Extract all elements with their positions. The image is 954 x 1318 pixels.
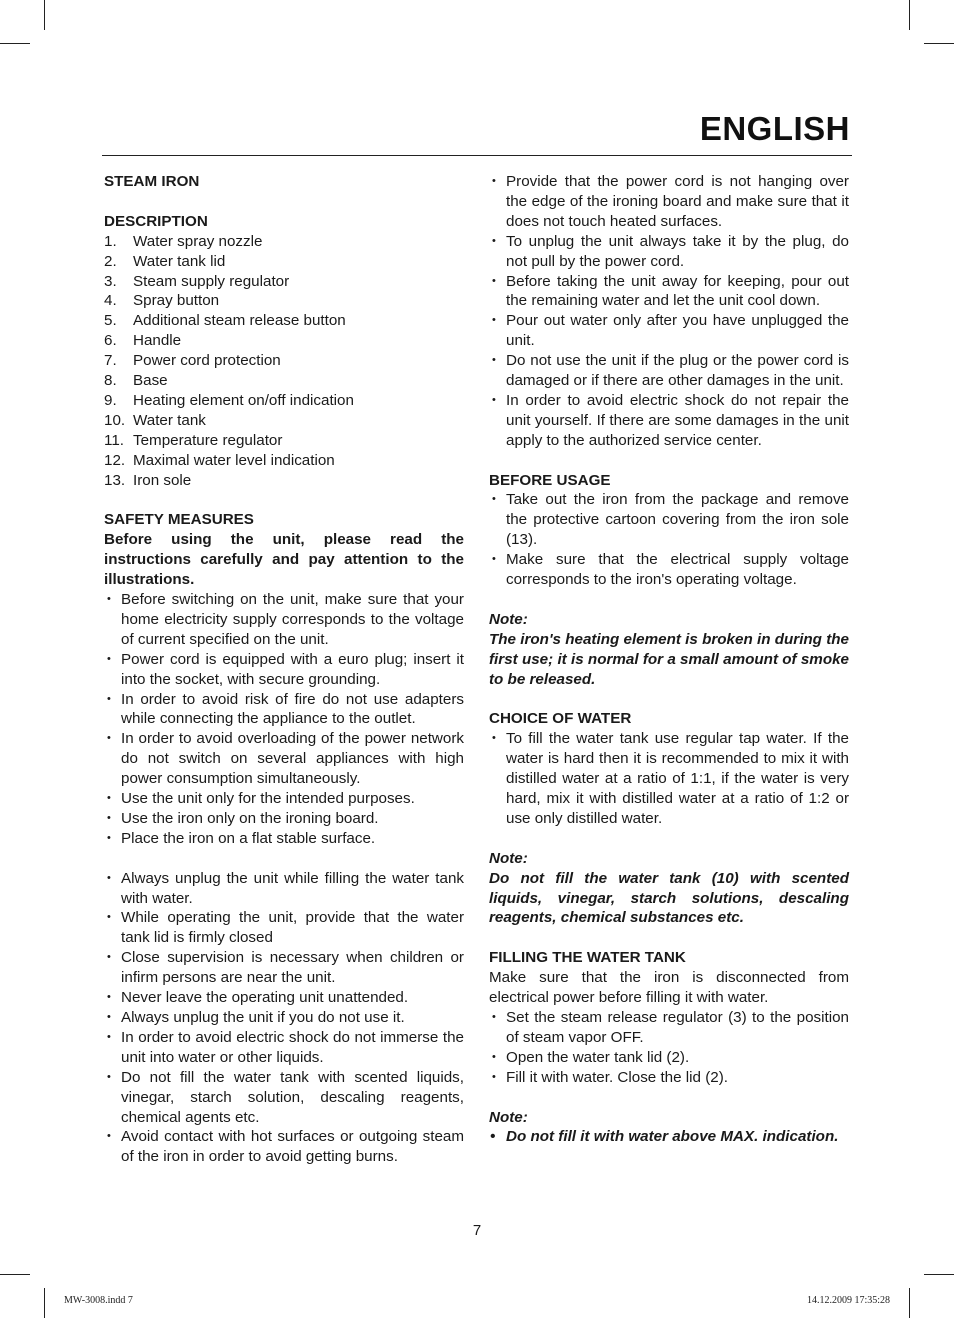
- item-number: 5.: [104, 312, 117, 330]
- note-text: The iron's heating element is broken in during the first use; it is normal for a small amount of smoke to be released.: [489, 630, 849, 688]
- list-item: • In order to avoid electric shock do not immerse the unit into water or other liquids.: [104, 1028, 464, 1068]
- item-number: 10.: [104, 411, 126, 429]
- item-number: 13.: [104, 471, 126, 489]
- slug-timestamp: 14.12.2009 17:35:28: [806, 1295, 890, 1306]
- item-number: 11.: [104, 431, 124, 449]
- item-text: Temperature regulator: [133, 431, 283, 449]
- left-column: [104, 172, 464, 1167]
- list-item: • Before taking the unit away for keeping, pour out the remaining water and let the unit cool down.: [489, 272, 849, 312]
- list-item: • In order to avoid risk of fire do not use adapters while connecting the appliance to the outlet.: [104, 690, 464, 730]
- list-item: • While operating the unit, provide that the water tank lid is firmly closed: [104, 908, 464, 948]
- list-item: • In order to avoid overloading of the power network do not switch on several appliances with high power consumption simultaneously.: [104, 729, 464, 789]
- list-item: • Pour out water only after you have unplugged the unit.: [489, 311, 849, 351]
- item-number: 8.: [104, 372, 117, 390]
- item-number: 9.: [104, 391, 117, 409]
- note-label: Note:: [489, 610, 528, 628]
- note-label: Note:: [489, 849, 528, 867]
- description-list: [104, 232, 464, 491]
- safety-intro: Before using the unit, please read the instructions carefully and pay attention to the illustrations.: [104, 531, 464, 589]
- crop-mark: [0, 43, 30, 44]
- list-item: • Fill it with water. Close the lid (2).: [489, 1068, 849, 1088]
- section-title-filling: FILLING THE WATER TANK: [489, 949, 686, 967]
- description-item: [104, 391, 464, 411]
- description-item: [104, 272, 464, 292]
- safety-bullets-a: [104, 590, 464, 849]
- item-text: Handle: [133, 332, 182, 350]
- item-text: Power cord protection: [133, 352, 281, 370]
- section-title-before-usage: BEFORE USAGE: [489, 471, 611, 489]
- list-item: • Provide that the power cord is not hanging over the edge of the ironing board and make sure that it does not touch heated surfaces.: [489, 172, 849, 232]
- description-item: [104, 311, 464, 331]
- list-item: • Take out the iron from the package and remove the protective cartoon covering from the iron sole (13).: [489, 490, 849, 550]
- note-label: Note:: [489, 1108, 528, 1126]
- right-column: [489, 172, 849, 1147]
- crop-mark: [924, 1274, 954, 1275]
- item-text: Water tank lid: [133, 252, 226, 270]
- item-text: Maximal water level indication: [133, 451, 335, 469]
- list-item: • Use the unit only for the intended purposes.: [104, 789, 464, 809]
- list-item: • Do not use the unit if the plug or the power cord is damaged or if there are other damages in the unit.: [489, 351, 849, 391]
- description-item: [104, 331, 464, 351]
- item-number: 6.: [104, 332, 117, 350]
- section-title-description: DESCRIPTION: [104, 212, 208, 230]
- item-number: 3.: [104, 272, 117, 290]
- description-item: [104, 291, 464, 311]
- description-item: [104, 252, 464, 272]
- description-item: [104, 232, 464, 252]
- list-item: • Close supervision is necessary when children or infirm persons are near the unit.: [104, 948, 464, 988]
- description-item: [104, 471, 464, 491]
- description-item: [104, 351, 464, 371]
- crop-mark: [909, 0, 910, 30]
- description-item: [104, 431, 464, 451]
- section-title-choice-of-water: CHOICE OF WATER: [489, 710, 632, 728]
- item-text: Steam supply regulator: [133, 272, 290, 290]
- item-number: 1.: [104, 232, 117, 250]
- list-item: • Power cord is equipped with a euro plug; insert it into the socket, with secure grounding.: [104, 650, 464, 690]
- page-number: 7: [472, 1222, 482, 1239]
- filling-intro: Make sure that the iron is disconnected from electrical power before filling it with water.: [489, 969, 849, 1007]
- crop-mark: [44, 0, 45, 30]
- filling-note-bullets: [489, 1127, 849, 1147]
- item-number: 7.: [104, 352, 117, 370]
- list-item: • Place the iron on a flat stable surface.: [104, 829, 464, 849]
- list-item: • In order to avoid electric shock do not repair the unit yourself. If there are some damages in the unit apply to the authorized service center.: [489, 391, 849, 451]
- list-item: • Make sure that the electrical supply voltage corresponds to the iron's operating voltage.: [489, 550, 849, 590]
- section-title-steam-iron: STEAM IRON: [104, 173, 200, 190]
- item-text: Heating element on/off indication: [133, 391, 354, 409]
- item-text: Spray button: [133, 292, 220, 310]
- list-item: • Use the iron only on the ironing board.: [104, 809, 464, 829]
- slug-file: MW-3008.indd 7: [64, 1295, 133, 1306]
- list-item: • Do not fill the water tank with scented liquids, vinegar, starch solution, descaling reagents, chemical agents etc.: [104, 1068, 464, 1128]
- list-item: • Open the water tank lid (2).: [489, 1048, 849, 1068]
- list-item: • Set the steam release regulator (3) to the position of steam vapor OFF.: [489, 1008, 849, 1048]
- filling-bullets: [489, 1008, 849, 1088]
- description-item: [104, 451, 464, 471]
- before-usage-bullets: [489, 490, 849, 590]
- list-item: • Do not fill it with water above MAX. indication.: [489, 1127, 849, 1147]
- list-item: • Always unplug the unit while filling the water tank with water.: [104, 869, 464, 909]
- item-text: Water spray nozzle: [133, 232, 263, 250]
- item-number: 4.: [104, 292, 117, 310]
- item-number: 12.: [104, 451, 126, 469]
- crop-mark: [909, 1288, 910, 1318]
- list-item: • Always unplug the unit if you do not use it.: [104, 1008, 464, 1028]
- description-item: [104, 371, 464, 391]
- page-title: ENGLISH: [699, 110, 850, 147]
- list-item: • Never leave the operating unit unattended.: [104, 988, 464, 1008]
- section-title-safety: SAFETY MEASURES: [104, 511, 254, 529]
- item-text: Additional steam release button: [133, 312, 346, 330]
- crop-mark: [924, 43, 954, 44]
- safety-bullets-b: [104, 869, 464, 1168]
- note-text: Do not fill the water tank (10) with scented liquids, vinegar, starch solutions, descaling reagents, chemical substances etc.: [489, 869, 849, 927]
- crop-mark: [44, 1288, 45, 1318]
- item-text: Base: [133, 372, 168, 390]
- description-item: [104, 411, 464, 431]
- list-item: • To unplug the unit always take it by the plug, do not pull by the power cord.: [489, 232, 849, 272]
- safety-bullets-continued: [489, 172, 849, 451]
- list-item: • To fill the water tank use regular tap water. If the water is hard then it is recommended to mix it with distilled water at a ratio of 1:1, if the water is very hard, mix it with distilled water at a ratio of 1:2 or use only distilled water.: [489, 729, 849, 829]
- header-rule: [102, 155, 852, 156]
- choice-of-water-bullets: [489, 729, 849, 829]
- item-text: Iron sole: [133, 471, 192, 489]
- list-item: • Avoid contact with hot surfaces or outgoing steam of the iron in order to avoid getting burns.: [104, 1127, 464, 1167]
- list-item: • Before switching on the unit, make sure that your home electricity supply corresponds to the voltage of current specified on the unit.: [104, 590, 464, 650]
- item-text: Water tank: [133, 411, 206, 429]
- item-number: 2.: [104, 252, 117, 270]
- crop-mark: [0, 1274, 30, 1275]
